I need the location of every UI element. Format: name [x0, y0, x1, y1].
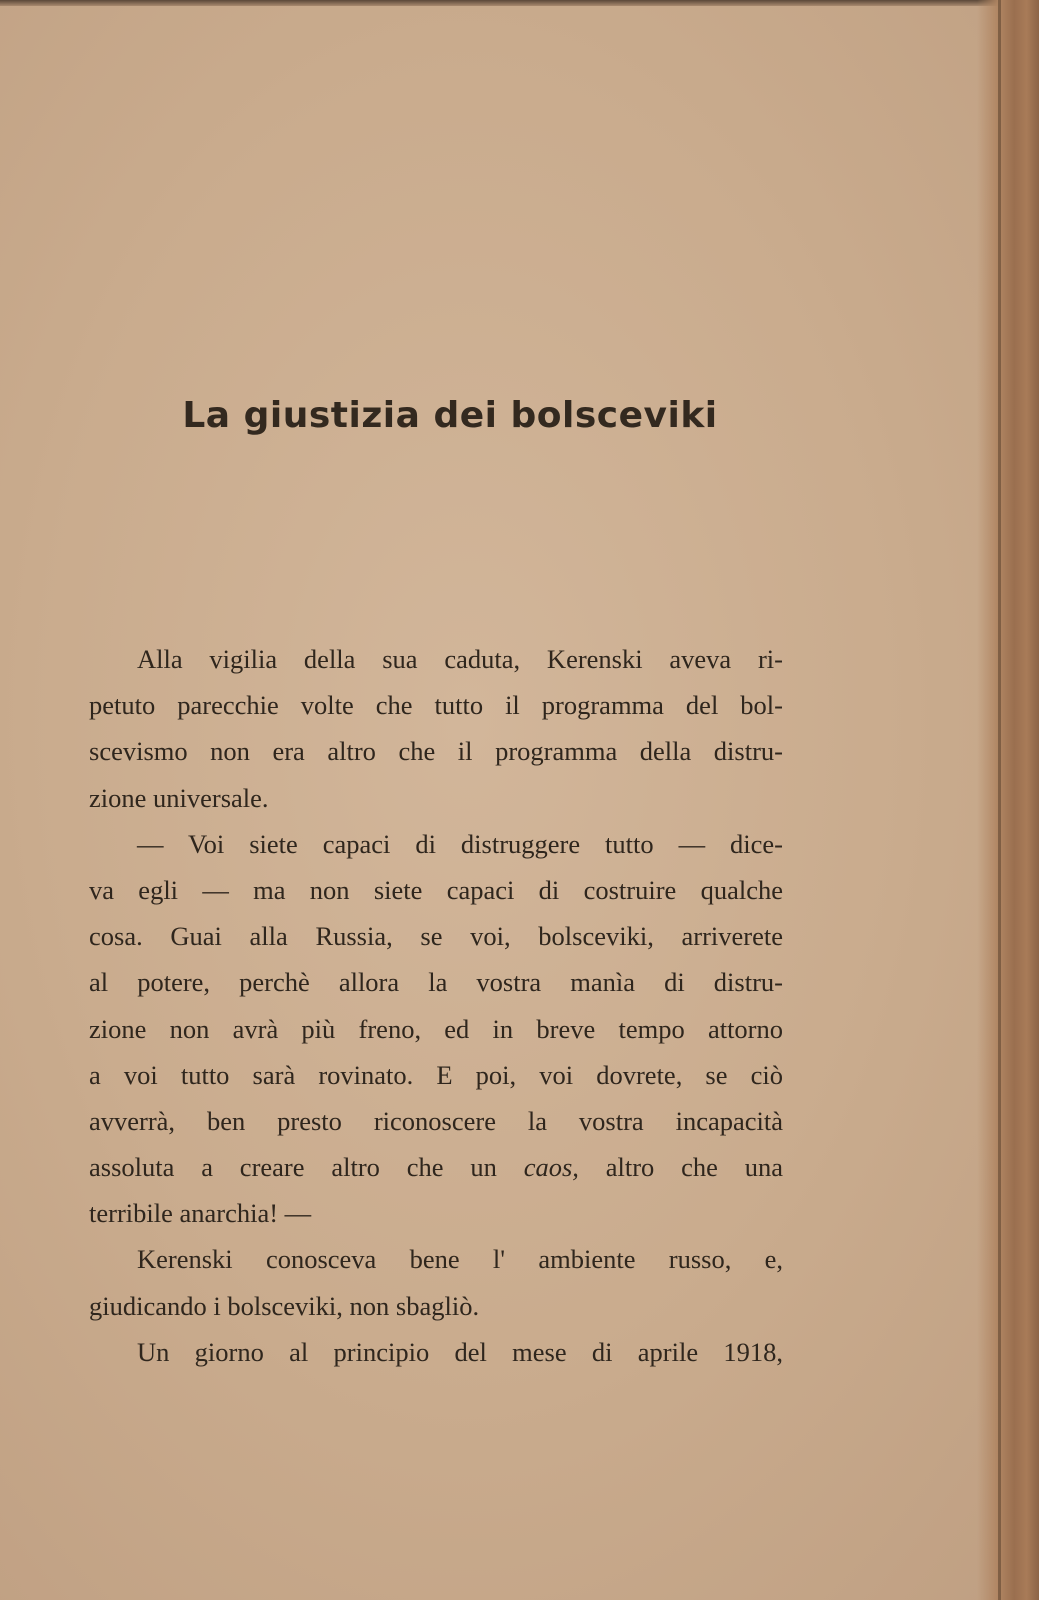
text-line: Un giorno al principio del mese di aprile 1918,: [137, 1336, 783, 1367]
text-line: va egli — ma non siete capaci di costruire qualche: [89, 874, 783, 905]
text-line: al potere, perchè allora la vostra manìa di distru-: [89, 967, 783, 998]
text-line: terribile anarchia! —: [89, 1198, 312, 1229]
text-line: giudicando i bolsceviki, non sbagliò.: [89, 1290, 480, 1321]
body-text: [89, 636, 783, 1375]
text-line: [89, 1144, 783, 1190]
book-spine-edge: [977, 0, 1039, 1600]
text-line: avverrà, ben presto riconoscere la vostra incapacità: [89, 1105, 783, 1136]
text-segment: assoluta a creare altro che un: [89, 1152, 524, 1183]
text-line: cosa. Guai alla Russia, se voi, bolsceviki, arriverete: [89, 921, 783, 952]
italic-word: caos,: [523, 1152, 579, 1183]
text-line: — Voi siete capaci di distruggere tutto — dice-: [137, 828, 783, 859]
text-line: Alla vigilia della sua caduta, Kerenski aveva ri-: [137, 644, 783, 674]
text-line: Kerenski conosceva bene l' ambiente russo, e,: [137, 1244, 783, 1275]
text-line: zione non avrà più freno, ed in breve tempo attorno: [89, 1013, 783, 1044]
chapter-title: La giustizia dei bolsceviki: [182, 395, 718, 436]
text-line: zione universale.: [89, 782, 269, 813]
spine-shadow-line: [998, 0, 1001, 1600]
page-top-edge: [0, 0, 1039, 6]
text-segment: altro che una: [578, 1152, 783, 1183]
text-line: petuto parecchie volte che tutto il programma del bol-: [89, 690, 783, 721]
text-line: a voi tutto sarà rovinato. E poi, voi dovrete, se ciò: [89, 1059, 783, 1090]
text-line: scevismo non era altro che il programma della distru-: [89, 736, 783, 767]
